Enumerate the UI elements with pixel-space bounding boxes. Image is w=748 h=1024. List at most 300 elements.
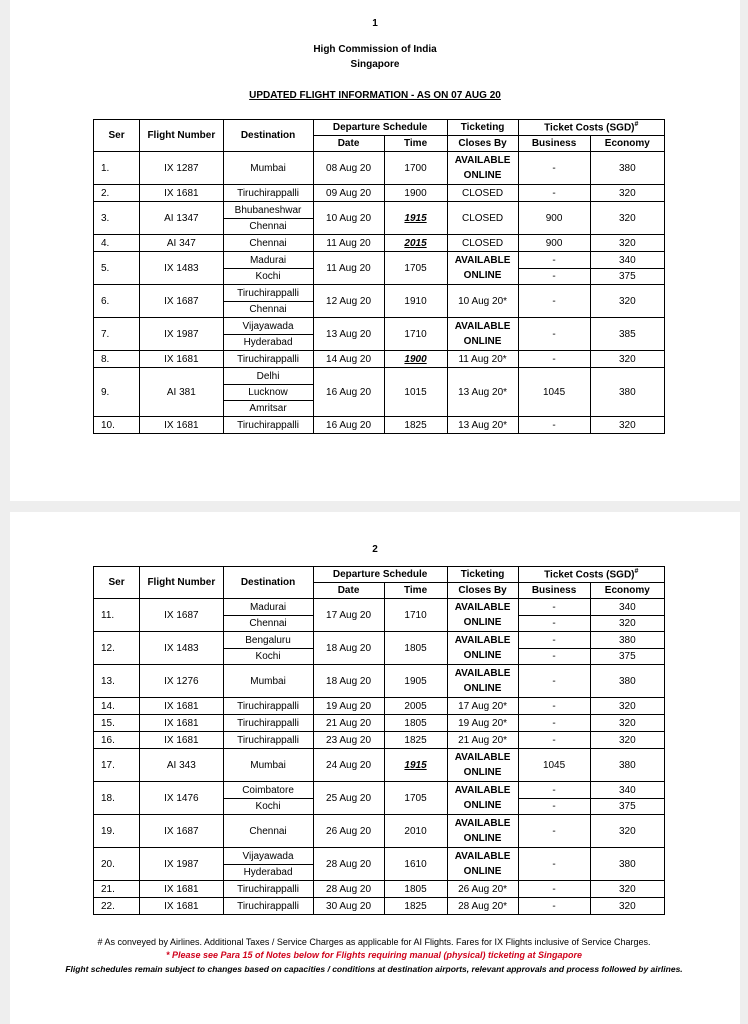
business-cost-cell [518,749,590,782]
business-cost-cell [518,815,590,848]
business-cost-cell [518,782,590,815]
date-cell: 17 Aug 20 [313,599,384,632]
destination-cell [223,815,313,848]
ticketing-cell [447,815,518,848]
date-cell: 09 Aug 20 [313,185,384,202]
destination-name: Tiruchirappalli [237,700,299,712]
ticketing-status: 13 Aug 20* [458,386,508,398]
ticketing-status: AVAILABLE [454,255,511,266]
date-cell: 13 Aug 20 [313,318,384,351]
economy-cost-cell [590,368,664,417]
time-cell: 1805 [384,881,447,898]
ticketing-cell [447,368,518,417]
time-cell: 1915 [384,202,447,235]
destination-name: Coimbatore [242,784,294,796]
economy-cost-cell [590,698,664,715]
destination-name: Mumbai [250,675,286,687]
ser-cell: 9. [94,368,140,417]
ticketing-status: AVAILABLE [454,818,511,829]
business-cost-cell [518,351,590,368]
ticketing-cell [447,898,518,915]
destination-name: Tiruchirappalli [237,419,299,431]
economy-cost: 320 [618,353,636,365]
date-cell: 18 Aug 20 [313,632,384,665]
ticketing-cell [447,732,518,749]
business-cost: - [552,858,556,870]
date-cell: 28 Aug 20 [313,881,384,898]
destination-name: Lucknow [224,384,313,400]
ticketing-cell [447,202,518,235]
table-row [94,848,665,881]
date-cell: 10 Aug 20 [313,202,384,235]
economy-cost-cell [590,815,664,848]
flight-cell: IX 1687 [140,815,223,848]
col-header-closes: Closes By [447,583,518,599]
business-cost-cell [518,285,590,318]
economy-cost-cell [590,881,664,898]
ticketing-status: AVAILABLE [454,321,511,332]
ser-cell: 20. [94,848,140,881]
ticketing-status: ONLINE [463,866,502,877]
destination-cell [223,898,313,915]
ser-cell: 10. [94,417,140,434]
business-cost: - [552,717,556,729]
table-row [94,782,665,815]
destination-name: Tiruchirappalli [237,717,299,729]
flight-table [93,119,665,434]
ticketing-status: ONLINE [463,650,502,661]
destination-cell [223,632,313,665]
destination-cell [223,368,313,417]
time-cell: 1710 [384,599,447,632]
destination-name: Hyderabad [224,334,313,350]
destination-name: Chennai [224,615,313,631]
date-cell: 16 Aug 20 [313,417,384,434]
ticketing-cell [447,599,518,632]
business-cost-cell [518,318,590,351]
table-row [94,599,665,632]
business-cost-cell [518,698,590,715]
flight-cell: IX 1681 [140,715,223,732]
ticketing-cell [447,152,518,185]
date-cell: 16 Aug 20 [313,368,384,417]
destination-name: Chennai [249,825,287,837]
note-manual-ticketing: * Please see Para 15 of Notes below for Flights requiring manual (physical) ticketing at Singapore [165,950,583,960]
page-title: UPDATED FLIGHT INFORMATION - AS ON 07 AUG 20 [249,90,501,101]
time-cell: 2010 [384,815,447,848]
destination-name: Bhubaneshwar [234,204,302,216]
ticketing-status: 13 Aug 20* [458,419,508,431]
col-header-economy: Economy [590,583,664,599]
destination-cell [223,152,313,185]
business-cost: 900 [545,237,563,249]
destination-name: Amritsar [224,400,313,416]
time-cell: 1825 [384,898,447,915]
ticketing-status: AVAILABLE [454,752,511,763]
col-header-ticketing: Ticketing [447,567,518,583]
destination-cell [223,351,313,368]
ser-cell: 21. [94,881,140,898]
ticketing-status: AVAILABLE [454,668,511,679]
date-cell: 26 Aug 20 [313,815,384,848]
ser-cell: 16. [94,732,140,749]
destination-cell [223,732,313,749]
table-row [94,749,665,782]
economy-cost-cell [590,202,664,235]
economy-cost-cell [590,235,664,252]
col-header-time: Time [384,136,447,152]
table-row [94,202,665,235]
table-row [94,368,665,417]
ticketing-status: ONLINE [463,800,502,811]
destination-cell [223,881,313,898]
destination-name: Tiruchirappalli [237,287,299,299]
time-cell: 1700 [384,152,447,185]
table-row [94,185,665,202]
ticketing-status: AVAILABLE [454,602,511,613]
flight-cell: IX 1681 [140,351,223,368]
business-cost: - [519,615,590,631]
economy-cost: 380 [618,386,636,398]
destination-name: Tiruchirappalli [237,353,299,365]
business-cost: - [552,700,556,712]
time-cell: 1825 [384,417,447,434]
note-schedule-disclaimer: Flight schedules remain subject to changes based on capacities / conditions at destination airports, relevant approvals and process followed by airlines. [65,964,683,974]
ticketing-status: 10 Aug 20* [458,295,508,307]
business-cost-cell [518,202,590,235]
time-cell: 1705 [384,782,447,815]
cost-footnote-mark: # [634,121,639,129]
economy-cost: 320 [618,734,636,746]
ticketing-status: 21 Aug 20* [458,734,508,746]
economy-cost-cell [590,749,664,782]
economy-cost: 320 [618,237,636,249]
business-cost: - [552,601,556,613]
ticketing-status: AVAILABLE [454,635,511,646]
business-cost: - [552,734,556,746]
time-cell: 2015 [384,235,447,252]
business-cost: - [552,353,556,365]
ticketing-status: AVAILABLE [454,155,511,166]
ticketing-cell [447,235,518,252]
ticketing-status: ONLINE [463,336,502,347]
table-row [94,632,665,665]
ser-cell: 5. [94,252,140,285]
col-header-business: Business [518,583,590,599]
ser-cell: 11. [94,599,140,632]
col-header-destination: Destination [223,567,313,599]
economy-cost: 380 [618,162,636,174]
business-cost: - [552,295,556,307]
destination-cell [223,848,313,881]
date-cell: 18 Aug 20 [313,665,384,698]
time-cell: 1705 [384,252,447,285]
business-cost: - [552,883,556,895]
time-cell: 1900 [384,351,447,368]
date-cell: 28 Aug 20 [313,848,384,881]
ticketing-cell [447,285,518,318]
destination-name: Madurai [249,254,287,266]
economy-cost: 380 [618,675,636,687]
economy-cost-cell [590,285,664,318]
flight-cell: IX 1476 [140,782,223,815]
business-cost: - [552,254,556,266]
business-cost-cell [518,185,590,202]
economy-cost: 320 [618,700,636,712]
flight-cell: IX 1287 [140,152,223,185]
business-cost-cell [518,848,590,881]
time-cell: 1905 [384,665,447,698]
destination-name: Mumbai [250,759,286,771]
table-row [94,417,665,434]
date-cell: 12 Aug 20 [313,285,384,318]
destination-name: Tiruchirappalli [237,734,299,746]
destination-name: Delhi [256,370,280,382]
flight-table [93,566,665,915]
economy-cost: 320 [591,615,664,631]
ser-cell: 15. [94,715,140,732]
col-header-flight: Flight Number [140,567,223,599]
economy-cost: 375 [591,648,664,664]
destination-name: Chennai [249,237,287,249]
destination-cell [223,749,313,782]
ticketing-status: AVAILABLE [454,851,511,862]
table-row [94,252,665,285]
flight-cell: IX 1681 [140,898,223,915]
ser-cell: 2. [94,185,140,202]
business-cost: - [552,162,556,174]
economy-cost: 320 [618,295,636,307]
time-cell: 1805 [384,632,447,665]
flight-cell: IX 1681 [140,698,223,715]
date-cell: 24 Aug 20 [313,749,384,782]
time-cell: 1915 [384,749,447,782]
page-number: 2 [372,544,378,555]
ticketing-cell [447,252,518,285]
ticketing-status: ONLINE [463,833,502,844]
col-header-date: Date [313,583,384,599]
col-header-destination: Destination [223,120,313,152]
col-header-ticketing: Ticketing [447,120,518,136]
flight-cell: IX 1987 [140,318,223,351]
ticketing-status: 28 Aug 20* [458,900,508,912]
ticketing-cell [447,632,518,665]
time-cell: 1710 [384,318,447,351]
time-cell: 1610 [384,848,447,881]
economy-cost: 320 [618,825,636,837]
destination-name: Kochi [224,268,313,284]
business-cost-cell [518,599,590,632]
business-cost-cell [518,417,590,434]
flight-cell: IX 1681 [140,185,223,202]
economy-cost-cell [590,898,664,915]
time-cell: 2005 [384,698,447,715]
ser-cell: 1. [94,152,140,185]
time-cell: 1910 [384,285,447,318]
economy-cost-cell [590,782,664,815]
destination-cell [223,252,313,285]
economy-cost: 320 [618,212,636,224]
destination-name: Tiruchirappalli [237,187,299,199]
destination-name: Madurai [249,601,287,613]
col-header-ser: Ser [94,567,140,599]
ser-cell: 13. [94,665,140,698]
col-header-flight: Flight Number [140,120,223,152]
ticketing-status: CLOSED [462,237,504,249]
ser-cell: 8. [94,351,140,368]
business-cost: - [552,419,556,431]
table-row [94,898,665,915]
table-row [94,698,665,715]
business-cost: 900 [545,212,563,224]
business-cost: - [552,784,556,796]
table-row [94,351,665,368]
ticketing-status: ONLINE [463,270,502,281]
destination-name: Vijayawada [242,850,294,862]
economy-cost: 340 [618,254,636,266]
flight-cell: AI 381 [140,368,223,417]
destination-cell [223,185,313,202]
business-cost-cell [518,235,590,252]
economy-cost: 375 [591,268,664,284]
ser-cell: 17. [94,749,140,782]
economy-cost: 375 [591,798,664,814]
flight-cell: IX 1987 [140,848,223,881]
ticketing-cell [447,318,518,351]
ticketing-status: CLOSED [462,212,504,224]
business-cost-cell [518,665,590,698]
ticketing-cell [447,351,518,368]
economy-cost-cell [590,732,664,749]
header-org: High Commission of India [313,44,437,55]
destination-cell [223,599,313,632]
business-cost: - [552,675,556,687]
ser-cell: 4. [94,235,140,252]
time-cell: 1805 [384,715,447,732]
business-cost: - [552,900,556,912]
destination-name: Kochi [224,648,313,664]
ticketing-status: 17 Aug 20* [458,700,508,712]
note-hash: # As conveyed by Airlines. Additional Taxes / Service Charges as applicable for AI Flights. Fares for IX Flights inclusive of Service Charges. [97,937,651,947]
economy-cost: 340 [618,784,636,796]
destination-cell [223,698,313,715]
table-row [94,815,665,848]
destination-name: Chennai [224,301,313,317]
ser-cell: 14. [94,698,140,715]
table-row [94,715,665,732]
ticketing-cell [447,665,518,698]
flight-cell: IX 1687 [140,599,223,632]
economy-cost: 320 [618,419,636,431]
ticketing-cell [447,185,518,202]
ser-cell: 3. [94,202,140,235]
ticketing-cell [447,848,518,881]
economy-cost-cell [590,185,664,202]
destination-cell [223,665,313,698]
page-number: 1 [372,18,378,29]
flight-cell: IX 1483 [140,632,223,665]
ticketing-cell [447,715,518,732]
table-row [94,235,665,252]
date-cell: 08 Aug 20 [313,152,384,185]
economy-cost: 380 [618,759,636,771]
economy-cost-cell [590,152,664,185]
time-cell: 1015 [384,368,447,417]
date-cell: 30 Aug 20 [313,898,384,915]
ticketing-status: CLOSED [462,187,504,199]
economy-cost-cell [590,848,664,881]
date-cell: 19 Aug 20 [313,698,384,715]
table-row [94,152,665,185]
ticketing-cell [447,698,518,715]
economy-cost: 380 [618,634,636,646]
ticketing-status: ONLINE [463,767,502,778]
flight-cell: IX 1687 [140,285,223,318]
destination-cell [223,318,313,351]
business-cost: 1045 [542,386,566,398]
destination-name: Tiruchirappalli [237,900,299,912]
business-cost: - [552,328,556,340]
flight-cell: IX 1681 [140,417,223,434]
col-header-closes: Closes By [447,136,518,152]
economy-cost-cell [590,632,664,665]
economy-cost-cell [590,665,664,698]
document-page-1 [10,0,740,501]
header-city: Singapore [350,59,400,70]
table-row [94,318,665,351]
col-header-ser: Ser [94,120,140,152]
ticketing-status: 11 Aug 20* [458,353,507,365]
date-cell: 21 Aug 20 [313,715,384,732]
date-cell: 25 Aug 20 [313,782,384,815]
ser-cell: 18. [94,782,140,815]
destination-name: Bengaluru [245,634,291,646]
destination-name: Tiruchirappalli [237,883,299,895]
col-header-business: Business [518,136,590,152]
business-cost-cell [518,898,590,915]
col-header-date: Date [313,136,384,152]
business-cost-cell [518,632,590,665]
ticketing-status: AVAILABLE [454,785,511,796]
flight-cell: AI 1347 [140,202,223,235]
table-row [94,732,665,749]
col-header-cost: Ticket Costs (SGD)# [518,567,664,583]
economy-cost: 380 [618,858,636,870]
economy-cost: 320 [618,717,636,729]
date-cell: 11 Aug 20 [313,235,384,252]
ticketing-cell [447,417,518,434]
economy-cost-cell [590,351,664,368]
ticketing-status: 19 Aug 20* [458,717,508,729]
time-cell: 1825 [384,732,447,749]
flight-cell: IX 1681 [140,732,223,749]
flight-cell: AI 347 [140,235,223,252]
economy-cost: 320 [618,883,636,895]
economy-cost: 385 [618,328,636,340]
destination-name: Chennai [224,218,313,234]
ticketing-status: 26 Aug 20* [458,883,508,895]
economy-cost-cell [590,252,664,285]
business-cost-cell [518,252,590,285]
date-cell: 11 Aug 20 [313,252,384,285]
business-cost-cell [518,881,590,898]
table-row [94,665,665,698]
destination-cell [223,202,313,235]
business-cost: - [552,825,556,837]
business-cost-cell [518,368,590,417]
ticketing-cell [447,749,518,782]
cost-footnote-mark: # [634,568,639,576]
